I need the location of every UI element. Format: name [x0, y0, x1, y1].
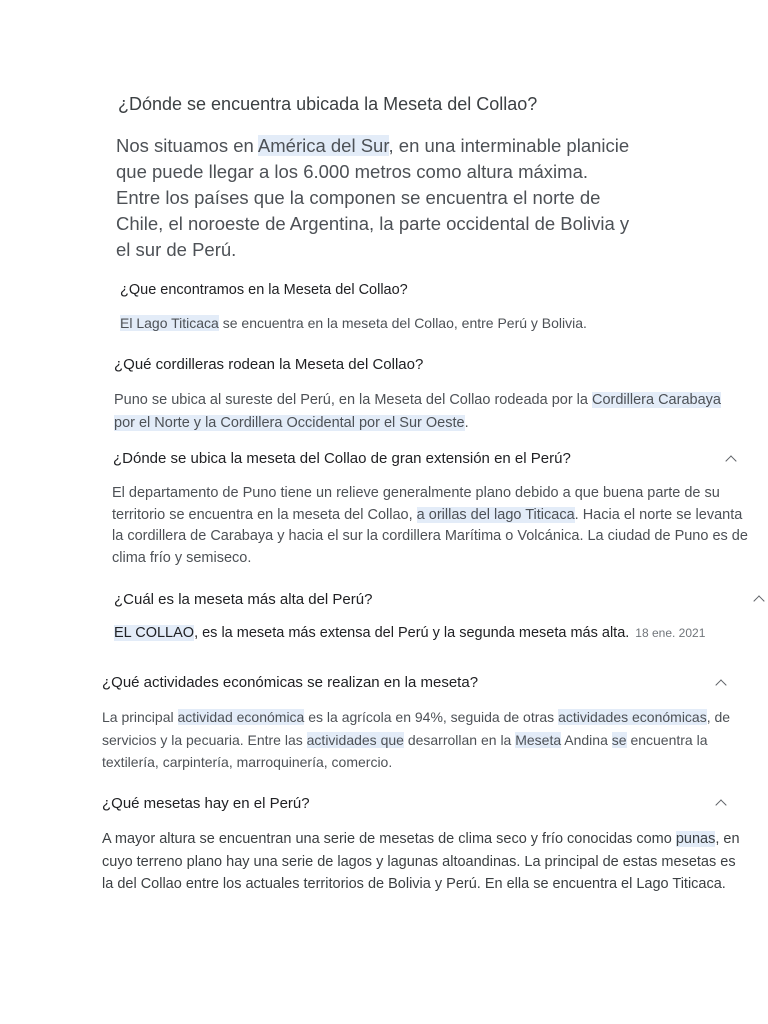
answer-text: se encuentra en la meseta del Collao, entre Perú y Bolivia. [218, 315, 587, 331]
answer-meseta-mas-alta [114, 625, 764, 641]
answer-text: Puno se ubica al sureste del Perú, en la Meseta del Collao rodeada por la [114, 392, 592, 408]
answer-text: es la agrícola en 94%, seguida de otras [304, 709, 559, 725]
answer-ubica-meseta-extension [112, 483, 752, 569]
highlighted-text: actividad económica [177, 709, 305, 725]
answer-text: encuentra la textilería, carpintería, marroquinería, comercio. [102, 731, 708, 770]
chevron-up-icon[interactable] [753, 595, 764, 606]
answer-text: desarrollan en la [403, 731, 516, 748]
question-actividades-economicas[interactable]: ¿Qué actividades económicas se realizan en la meseta? [102, 674, 479, 691]
chevron-up-icon[interactable] [715, 799, 726, 810]
answer-que-encontramos [120, 315, 587, 331]
highlighted-text: se [611, 731, 627, 748]
highlighted-text: Cordillera Carabaya por el Norte y la Cordillera Occidental por el Sur Oeste [114, 392, 721, 431]
chevron-up-icon[interactable] [725, 455, 736, 466]
question-meseta-mas-alta[interactable]: ¿Cuál es la meseta más alta del Perú? [114, 591, 373, 608]
highlighted-text: EL COLLAO [114, 625, 195, 641]
answer-text: Andina [561, 731, 612, 748]
answer-text: . [464, 415, 469, 431]
answer-text: , en cuyo terreno plano hay una serie de lagos y lagunas altoandinas. La principal de estas mesetas es la del Collao entre los actuales territorios de Bolivia y Perú. En ella se encuentra el Lago Titicaca. [102, 831, 740, 892]
question-que-encontramos[interactable]: ¿Que encontramos en la Meseta del Collao? [120, 282, 408, 298]
highlighted-text: Meseta [515, 731, 562, 748]
answer-actividades-economicas [102, 706, 742, 774]
highlighted-text: actividades que [306, 731, 404, 748]
answer-text: El departamento de Puno tiene un relieve generalmente plano debido a que buena parte de su territorio se encuentra en la meseta del Collao, [112, 485, 720, 523]
highlighted-text: América del Sur [257, 135, 389, 156]
highlighted-text: actividades económicas [558, 709, 707, 725]
answer-text: La principal [102, 709, 178, 725]
answer-text: . Hacia el norte se levanta la cordillera de Carabaya y hacia el sur la cordillera Marítima o Volcánica. La ciudad de Puno es de clima frío y semiseco. [112, 506, 748, 566]
question-mesetas-peru[interactable]: ¿Qué mesetas hay en el Perú? [102, 795, 310, 812]
answer-text: Nos situamos en [116, 135, 258, 156]
highlighted-text: punas [675, 831, 716, 847]
answer-text: , de servicios y la pecuaria. Entre las [102, 709, 731, 748]
answer-ubicacion-meseta [116, 133, 636, 263]
answer-text: , en una interminable planicie que puede llegar a los 6.000 metros como altura máxima. Entre los países que la componen se encuentra el norte de Chile, el noroeste de Argentina, la parte occidental de Bolivia y el sur de Perú. [116, 135, 630, 260]
chevron-up-icon[interactable] [715, 679, 726, 690]
answer-mesetas-peru [102, 828, 742, 896]
question-ubica-meseta-extension[interactable]: ¿Dónde se ubica la meseta del Collao de gran extensión en el Perú? [113, 450, 571, 467]
highlighted-text: El Lago Titicaca [120, 315, 219, 331]
highlighted-text: a orillas del lago Titicaca [416, 506, 575, 523]
question-ubicacion-meseta: ¿Dónde se encuentra ubicada la Meseta del Collao? [118, 94, 538, 114]
question-cordilleras[interactable]: ¿Qué cordilleras rodean la Meseta del Collao? [114, 356, 424, 373]
answer-date: 18 ene. 2021 [635, 626, 706, 640]
answer-text: , es la meseta más extensa del Perú y la segunda meseta más alta. [194, 625, 630, 641]
answer-text: A mayor altura se encuentran una serie de mesetas de clima seco y frío conocidas como [102, 831, 676, 847]
answer-cordilleras [114, 389, 734, 435]
